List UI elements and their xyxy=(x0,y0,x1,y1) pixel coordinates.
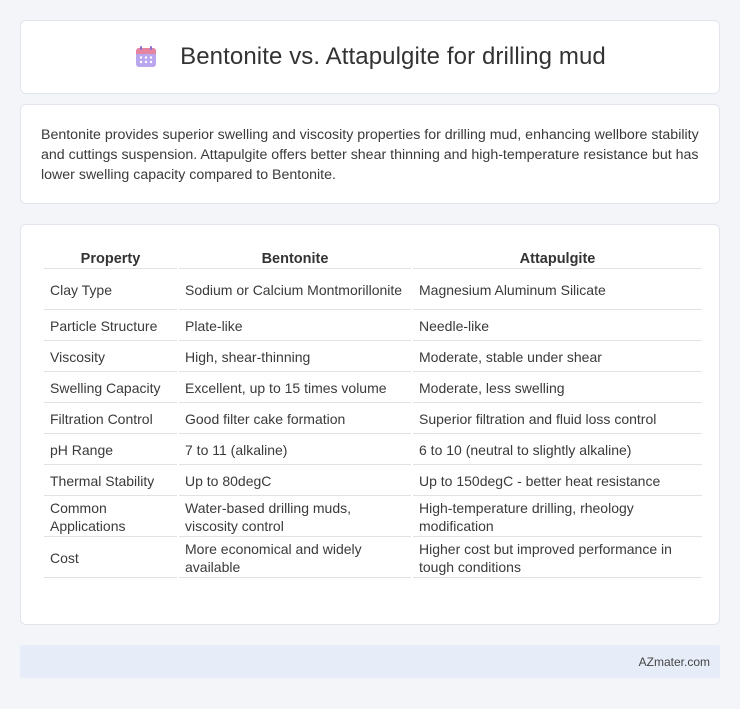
table-row xyxy=(44,436,702,465)
attapulgite-cell: High-temperature drilling, rheology modification xyxy=(413,498,702,537)
attapulgite-cell: Superior filtration and fluid loss control xyxy=(413,405,702,434)
bentonite-cell: Excellent, up to 15 times volume xyxy=(179,374,411,403)
property-cell: Thermal Stability xyxy=(44,467,177,496)
comparison-table xyxy=(42,245,704,580)
table-row xyxy=(44,498,702,537)
property-cell: Cost xyxy=(44,539,177,578)
attapulgite-cell: Moderate, stable under shear xyxy=(413,343,702,372)
property-cell: Common Applications xyxy=(44,498,177,537)
table-row xyxy=(44,405,702,434)
bentonite-cell: Good filter cake formation xyxy=(179,405,411,434)
table-header-row xyxy=(44,247,702,269)
attapulgite-cell: 6 to 10 (neutral to slightly alkaline) xyxy=(413,436,702,465)
table-row xyxy=(44,312,702,341)
comparison-table-card xyxy=(20,224,720,625)
table-row xyxy=(44,271,702,310)
bentonite-cell: Water-based drilling muds, viscosity control xyxy=(179,498,411,537)
property-cell: pH Range xyxy=(44,436,177,465)
table-row xyxy=(44,343,702,372)
footer xyxy=(20,645,720,678)
bentonite-cell: 7 to 11 (alkaline) xyxy=(179,436,411,465)
table-row xyxy=(44,467,702,496)
calendar-icon xyxy=(134,45,158,69)
property-cell: Clay Type xyxy=(44,271,177,310)
summary-text: Bentonite provides superior swelling and viscosity properties for drilling mud, enhancing wellbore stability and cuttings suspension. Attapulgite offers better shear thinning and high-temperature resistance but has lower swelling capacity compared to Bentonite. xyxy=(41,127,699,183)
property-cell: Particle Structure xyxy=(44,312,177,341)
attapulgite-cell: Needle-like xyxy=(413,312,702,341)
property-cell: Filtration Control xyxy=(44,405,177,434)
table-row xyxy=(44,539,702,578)
property-cell: Swelling Capacity xyxy=(44,374,177,403)
footer-brand: AZmater.com xyxy=(638,654,710,669)
bentonite-cell: Sodium or Calcium Montmorillonite xyxy=(179,271,411,310)
summary-card xyxy=(20,104,720,204)
property-cell: Viscosity xyxy=(44,343,177,372)
title-card xyxy=(20,20,720,94)
table-row xyxy=(44,374,702,403)
attapulgite-cell: Up to 150degC - better heat resistance xyxy=(413,467,702,496)
bentonite-cell: Up to 80degC xyxy=(179,467,411,496)
attapulgite-cell: Moderate, less swelling xyxy=(413,374,702,403)
bentonite-cell: Plate-like xyxy=(179,312,411,341)
bentonite-cell: High, shear-thinning xyxy=(179,343,411,372)
bentonite-cell: More economical and widely available xyxy=(179,539,411,578)
page-title: Bentonite vs. Attapulgite for drilling mud xyxy=(180,43,606,70)
attapulgite-cell: Higher cost but improved performance in tough conditions xyxy=(413,539,702,578)
header-property: Property xyxy=(44,247,177,269)
attapulgite-cell: Magnesium Aluminum Silicate xyxy=(413,271,702,310)
header-attapulgite: Attapulgite xyxy=(413,247,702,269)
header-bentonite: Bentonite xyxy=(179,247,411,269)
